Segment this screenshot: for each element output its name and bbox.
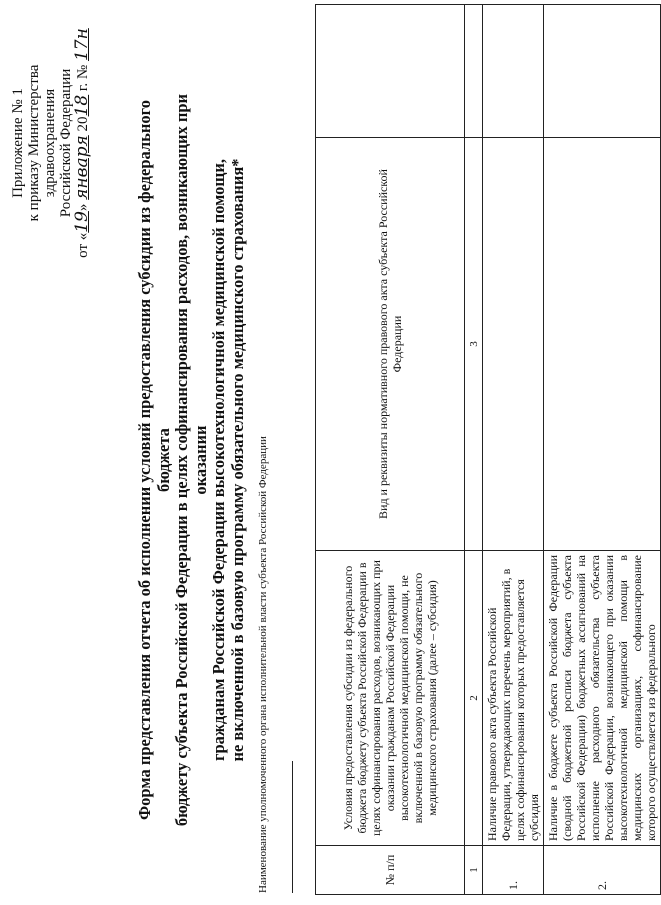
header-conditions: Условия предоставления субсидии из федерального бюджета бюджету субъекта Российской Федерации в целях софинансирования расходов, возникающих при оказании гражданам Российской Федерации высокотехнологичной медицинской помощи, не включенной в базовую программу обязательного медицинского страхования (далее – субсидия) [316, 551, 465, 846]
form-title-line: бюджету субъекта Российской Федерации в целях софинансирования расходов, возникающих при оказании [172, 93, 210, 827]
appendix-ministry-line: Российской Федерации [58, 68, 74, 218]
form-title [136, 70, 247, 850]
order-number: 17н [72, 28, 92, 62]
empty-cell [465, 5, 483, 138]
row-legal-act [483, 138, 544, 551]
date-year-prefix: 20 [75, 116, 91, 132]
table-header-row [316, 5, 465, 895]
row-number: 2. [544, 846, 661, 895]
date-number-prefix: г. № [75, 64, 91, 92]
date-month: января [72, 135, 92, 200]
column-number: 1 [465, 846, 483, 895]
column-number: 3 [465, 138, 483, 551]
appendix-block [10, 13, 91, 273]
table-row [544, 5, 661, 895]
row-number: 1. [483, 846, 544, 895]
row-condition: Наличие в бюджете субъекта Российской Федерации (сводной бюджетной росписи бюджета субъекта Российской Федерации) бюджетных ассигнований на исполнение расходного обязательства субъекта Российской Федерации, возникающего при оказании высокотехнологичной медицинской помощи в медицинских организациях, софинансирование которого осуществляется из федерального [544, 551, 661, 846]
row-condition: Наличие правового акта субъекта Российской Федерации, утверждающих перечень мероприятий, в целях софинансирования которых предоставляется субсидия [483, 551, 544, 846]
header-number: № п/п [316, 846, 465, 895]
header-empty-cell [316, 5, 465, 138]
org-name-label: Наименование уполномоченного органа исполнительной власти субъекта Российской Федерации [257, 436, 269, 893]
date-year: 18 [72, 94, 92, 117]
appendix-title: Приложение № 1 [10, 88, 26, 198]
column-number: 2 [465, 551, 483, 846]
form-title-line: Форма представления отчета об исполнении условий предоставления субсидии из федерального бюджета [135, 100, 173, 820]
appendix-order-line: к приказу Министерства здравоохранения [26, 64, 58, 222]
date-day: 19 [72, 211, 92, 233]
row-legal-act [544, 138, 661, 551]
date-prefix: от « [75, 232, 91, 258]
form-title-line: гражданам Российской Федерации высокотехнологичной медицинской помощи, [209, 159, 228, 761]
column-numbers-row [465, 5, 483, 895]
table-row [483, 5, 544, 895]
date-mid: » [75, 203, 91, 212]
empty-cell [544, 5, 661, 138]
report-table [315, 4, 661, 895]
header-legal-act: Вид и реквизиты нормативного правового акта субъекта Российской Федерации [316, 138, 465, 551]
org-name-underline [292, 761, 293, 893]
form-title-line: не включенной в базовую программу обязательного медицинского страхования* [227, 158, 247, 762]
empty-cell [483, 5, 544, 138]
appendix-date-line [74, 13, 91, 273]
